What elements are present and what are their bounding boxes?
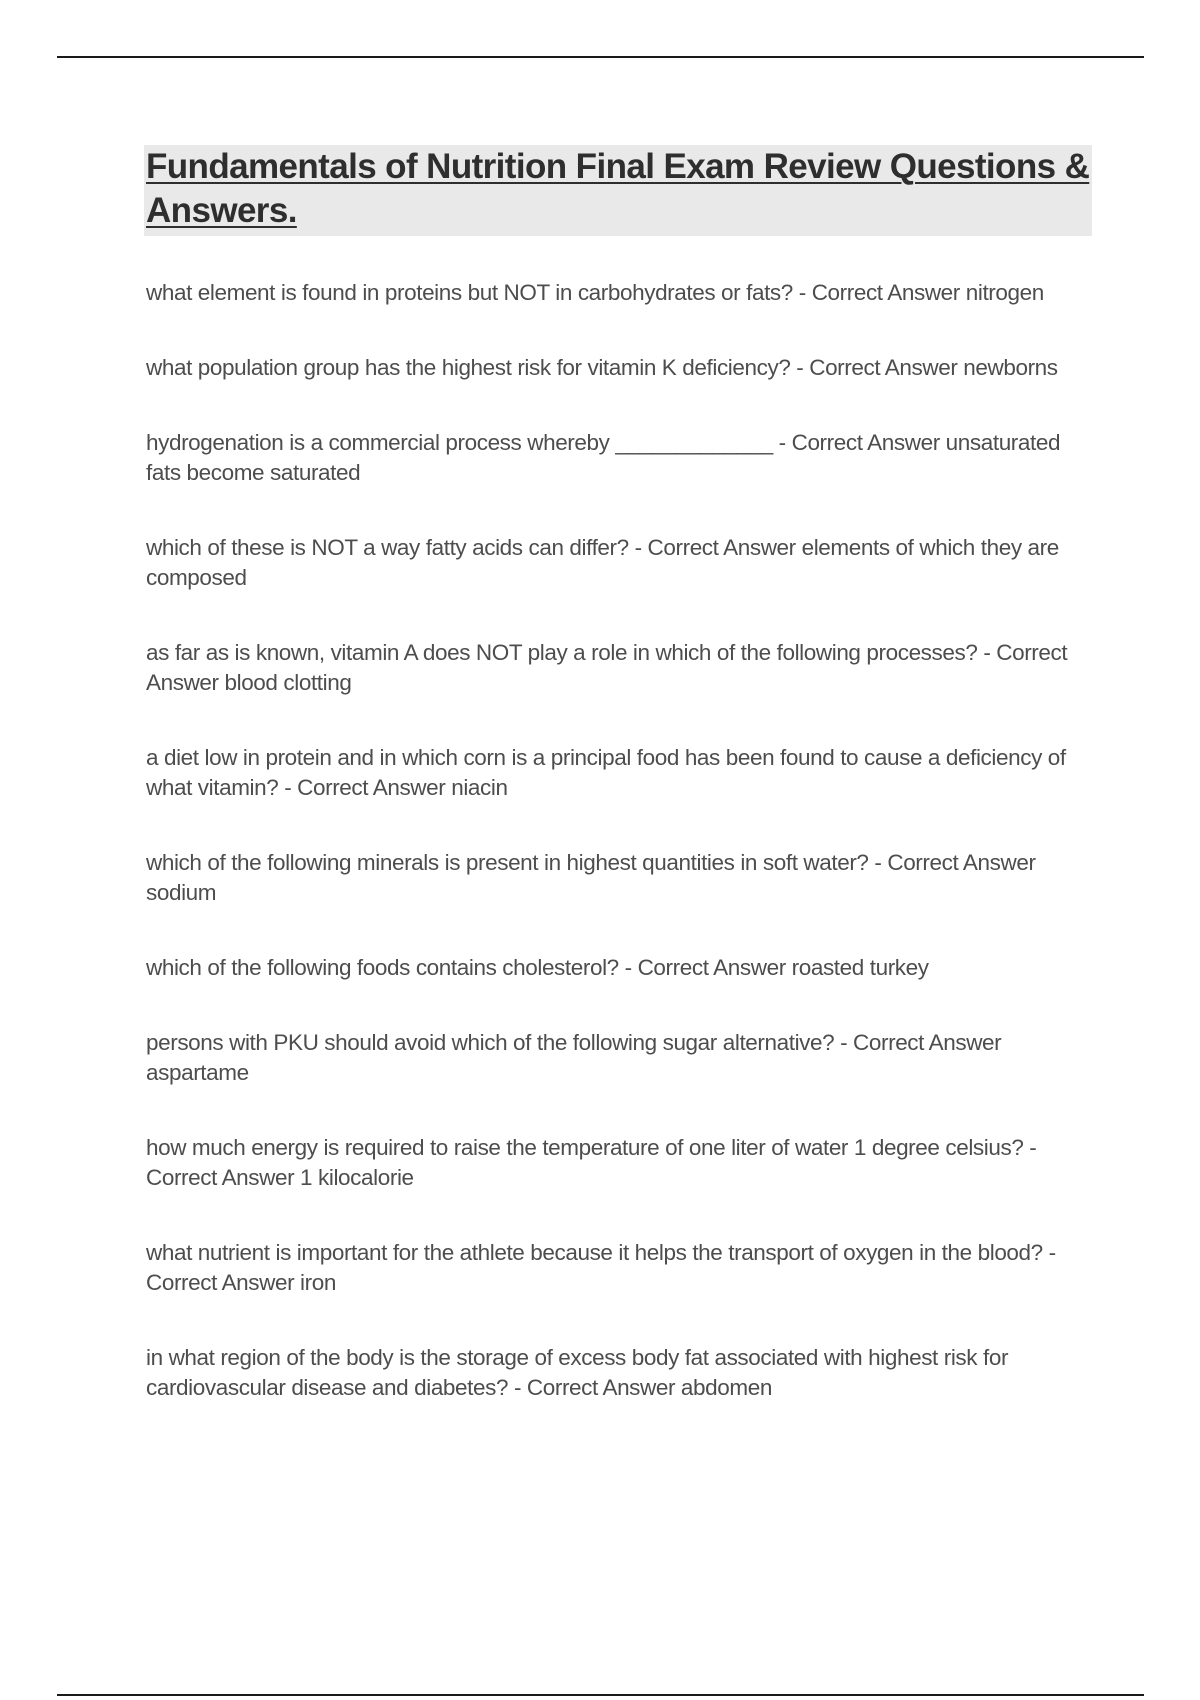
qa-item: what element is found in proteins but NOT in carbohydrates or fats? - Correct Answer nitrogen [146, 280, 1044, 305]
qa-item: persons with PKU should avoid which of the following sugar alternative? - Correct Answer aspartame [146, 1030, 1002, 1085]
qa-item: how much energy is required to raise the temperature of one liter of water 1 degree celsius? - Correct Answer 1 kilocalorie [146, 1135, 1037, 1190]
footer-rule [57, 1694, 1144, 1696]
qa-item: which of the following foods contains cholesterol? - Correct Answer roasted turkey [146, 955, 929, 980]
qa-item: a diet low in protein and in which corn is a principal food has been found to cause a deficiency of what vitamin? - Correct Answer niacin [146, 745, 1066, 800]
document-title: Fundamentals of Nutrition Final Exam Review Questions & Answers. [146, 147, 1090, 230]
header-rule [57, 56, 1144, 58]
qa-list [146, 278, 1096, 1448]
qa-item: which of the following minerals is present in highest quantities in soft water? - Correct Answer sodium [146, 850, 1036, 905]
qa-item: what population group has the highest risk for vitamin K deficiency? - Correct Answer newborns [146, 355, 1058, 380]
qa-item: as far as is known, vitamin A does NOT play a role in which of the following processes? - Correct Answer blood clotting [146, 640, 1068, 695]
qa-item: which of these is NOT a way fatty acids can differ? - Correct Answer elements of which they are composed [146, 535, 1059, 590]
qa-item: what nutrient is important for the athlete because it helps the transport of oxygen in the blood? - Correct Answer iron [146, 1240, 1056, 1295]
qa-item: hydrogenation is a commercial process whereby _____________ - Correct Answer unsaturated fats become saturated [146, 430, 1061, 485]
qa-item: in what region of the body is the storage of excess body fat associated with highest risk for cardiovascular disease and diabetes? - Correct Answer abdomen [146, 1345, 1009, 1400]
